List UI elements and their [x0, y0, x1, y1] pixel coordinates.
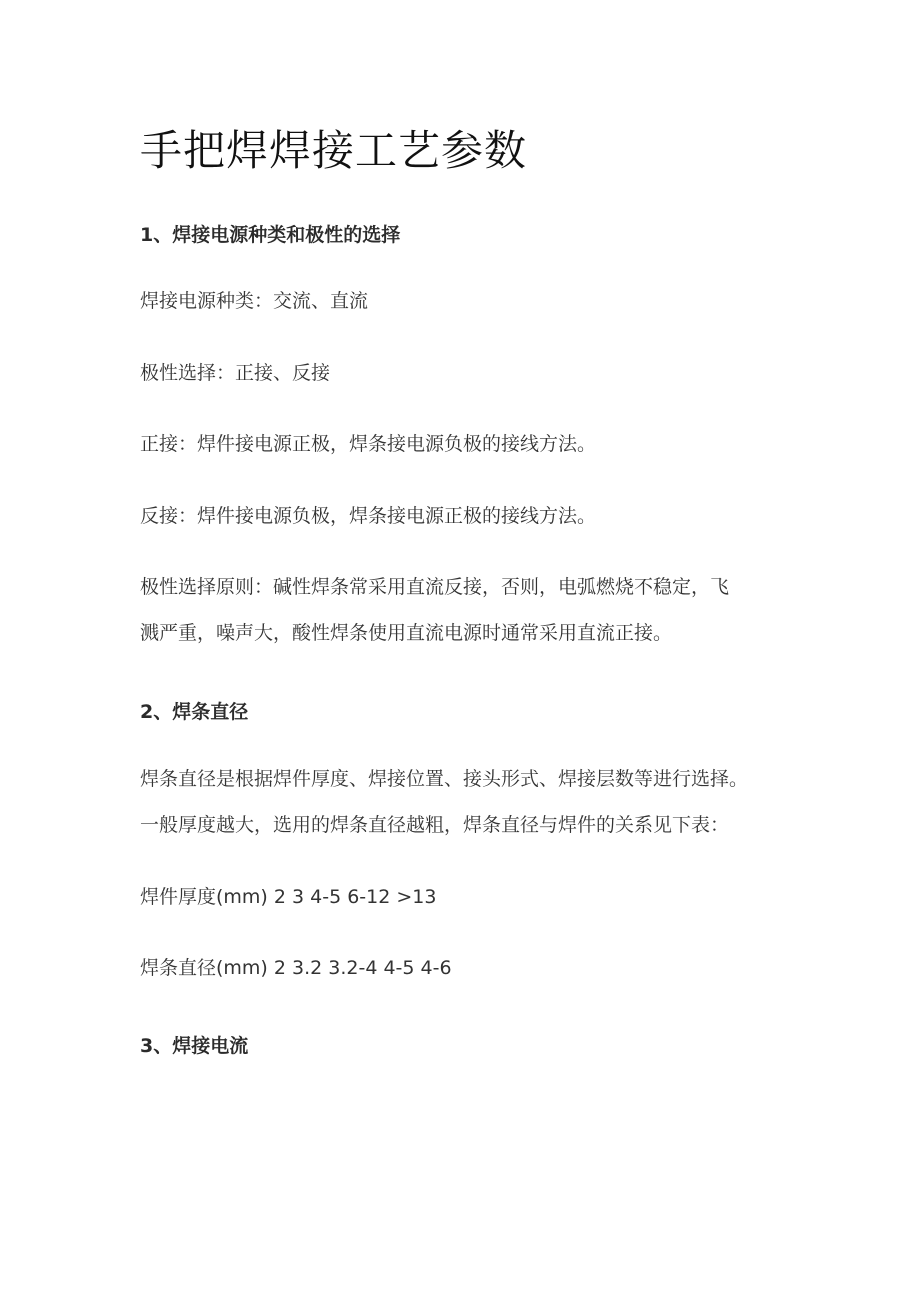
paragraph-straight-polarity: 正接：焊件接电源正极，焊条接电源负极的接线方法。: [140, 433, 597, 455]
section-heading-1: 1、焊接电源种类和极性的选择: [140, 224, 401, 246]
paragraph-electrode-diameter: [140, 756, 748, 848]
section-heading-2: 2、焊条直径: [140, 701, 249, 723]
table-row-thickness: 焊件厚度(mm) 2 3 4-5 6-12 >13: [140, 886, 437, 908]
paragraph-line: 一般厚度越大，选用的焊条直径越粗，焊条直径与焊件的关系见下表：: [140, 814, 730, 836]
paragraph-power-types: 焊接电源种类：交流、直流: [140, 290, 369, 312]
paragraph-line: 溅严重，噪声大，酸性焊条使用直流电源时通常采用直流正接。: [140, 622, 673, 644]
paragraph-polarity-choice: 极性选择：正接、反接: [140, 362, 331, 384]
paragraph-line: 极性选择原则：碱性焊条常采用直流反接，否则，电弧燃烧不稳定，飞: [140, 576, 730, 598]
section-heading-3: 3、焊接电流: [140, 1035, 249, 1057]
paragraph-polarity-principle: [140, 564, 729, 656]
paragraph-line: 焊条直径是根据焊件厚度、焊接位置、接头形式、焊接层数等进行选择。: [140, 768, 749, 790]
table-row-diameter: 焊条直径(mm) 2 3.2 3.2-4 4-5 4-6: [140, 957, 452, 979]
document-title: 手把焊焊接工艺参数: [140, 126, 528, 175]
paragraph-reverse-polarity: 反接：焊件接电源负极，焊条接电源正极的接线方法。: [140, 505, 597, 527]
